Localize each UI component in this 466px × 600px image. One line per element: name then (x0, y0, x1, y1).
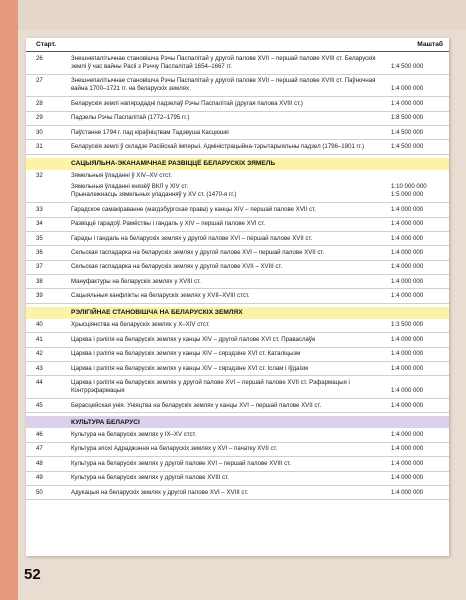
row-num: 37 (36, 263, 43, 271)
row-title: Хрысціянства на беларускіх землях у X–XIV стст. (71, 321, 210, 329)
row-title: Культура на беларускіх землях у другой палове XVIII ст. (71, 474, 229, 482)
table-row (26, 399, 449, 413)
row-num: 27 (36, 77, 43, 85)
map-index-table (26, 38, 449, 556)
row-scale: 1:4 500 000 (391, 142, 424, 150)
header-num: Старт. (36, 41, 57, 48)
table-row (26, 246, 449, 260)
row-title: Мануфактуры на беларускіх землях у XVIII ст. (71, 277, 201, 285)
row-num: 48 (36, 459, 43, 467)
row-scale: 1:4 000 000 (391, 263, 424, 271)
row-num: 38 (36, 277, 43, 285)
row-num: 43 (36, 364, 43, 372)
row-scale: 1:4 000 000 (391, 445, 424, 453)
row-title: Зямельныя ўладанні ў XIV–XV стст. (71, 172, 172, 180)
row-num: 41 (36, 335, 43, 343)
table-row (26, 472, 449, 486)
row-scale: 1:4 000 000 (391, 234, 424, 242)
table-row (26, 140, 449, 154)
row-title: Прыналежнасць зямельных уладанняў у XV ст. (1470-я гг.) (71, 191, 237, 199)
row-scale: 1:4 000 000 (391, 488, 424, 496)
row-title: Сельская гаспадарка на беларускіх землях у другой палове XVI – першай палове XVII ст. (71, 248, 325, 256)
row-scale: 1:5 000 000 (391, 191, 424, 199)
table-row (26, 232, 449, 246)
row-title: Гарады і гандаль на беларускіх землях у другой палове XVI – першай палове XVII ст. (71, 234, 313, 242)
row-title: Сацыяльныя канфлікты на беларускіх землях у XVII–XVIII стст. (71, 292, 250, 300)
row-num: 47 (36, 445, 43, 453)
row-num: 32 (36, 172, 43, 180)
row-title: Культура эпохі Адраджэння на беларускіх землях у XVI – пачатку XVII ст. (71, 445, 278, 453)
table-row (26, 52, 449, 75)
row-title: Культура на беларускіх землях у IX–XV стст. (71, 431, 197, 439)
row-num: 39 (36, 292, 43, 300)
row-num: 34 (36, 220, 43, 228)
row-num: 31 (36, 142, 43, 150)
row-title: Царква і рэлігія на беларускіх землях у канцы XIV – сярэдзіне XVI ст. Каталіцызм (71, 350, 301, 358)
table-row (26, 428, 449, 442)
section-heading-culture: КУЛЬТУРА БЕЛАРУСІ (26, 416, 449, 428)
row-title: Царква і рэлігія на беларускіх землях у канцы XIV – сярэдзіне XVI ст. Іслам і іўдаізм (71, 364, 308, 372)
table-header (26, 38, 449, 52)
row-num: 50 (36, 488, 43, 496)
table-subrow (26, 181, 449, 192)
row-num: 46 (36, 431, 43, 439)
top-strip (18, 0, 466, 30)
row-num: 44 (36, 379, 43, 387)
row-scale: 1:3 500 000 (391, 321, 424, 329)
row-scale: 1:4 000 000 (391, 205, 424, 213)
row-title: Царква і рэлігія на беларускіх землях у канцы XIV – другой палове XVI ст. Праваслаўе (71, 335, 316, 343)
row-num: 45 (36, 401, 43, 409)
row-num: 36 (36, 248, 43, 256)
row-scale: 1:4 000 000 (391, 474, 424, 482)
table-row (26, 457, 449, 471)
table-subrow (26, 191, 449, 203)
row-title: Беларускія землі напярэдадні падзелаў Рэчы Паспалітай (другая палова XVIII ст.) (71, 99, 303, 107)
row-scale: 1:10 000 000 (391, 183, 427, 191)
row-scale: 1:4 000 000 (391, 277, 424, 285)
table-row (26, 443, 449, 457)
row-num: 26 (36, 54, 43, 62)
row-title: Гарадское самакіраванне (магдэбургскае права) у канцы XIV – першай палове XVII ст. (71, 205, 316, 213)
row-title: Берасцейская унія. Уніяцтва на беларускіх землях у канцы XVI – першай палове XVII ст. (71, 401, 322, 409)
row-num: 35 (36, 234, 43, 242)
row-scale: 1:4 500 000 (391, 62, 424, 70)
row-title: Адукацыя на беларускіх землях у другой палове XVI – XVIII ст. (71, 488, 249, 496)
sidebar-strip (0, 0, 18, 600)
row-scale: 1:4 000 000 (391, 387, 424, 395)
row-title: Зямельныя ўладанні князёў ВКЛ у XIV ст. (71, 183, 189, 191)
table-row (26, 112, 449, 126)
row-title: Культура на беларускіх землях у другой палове XVI – першай палове XVIII ст. (71, 459, 291, 467)
row-scale: 1:4 000 000 (391, 335, 424, 343)
row-scale: 1:4 000 000 (391, 401, 424, 409)
row-title: Сельская гаспадарка на беларускіх землях у другой палове XVII – XVIII ст. (71, 263, 283, 271)
row-num: 33 (36, 205, 43, 213)
table-row (26, 486, 449, 500)
table-row (26, 218, 449, 232)
table-row (26, 75, 449, 98)
table-row (26, 275, 449, 289)
row-title: Падзелы Рэчы Паспалітай (1772–1795 гг.) (71, 114, 190, 122)
row-title: Знешнепалітычнае становішча Рэчы Паспалітай у другой палове XVII – першай палове XVIII ст. Беларускія землі ў час вайны Расіі з Рэччу Паспалітай 1654–1667 гг. (71, 54, 376, 70)
section-heading-religion: РЭЛІГІЙНАЕ СТАНОВІШЧА НА БЕЛАРУСКІХ ЗЕМЛЯХ (26, 307, 449, 319)
table-row (26, 170, 449, 181)
row-num: 40 (36, 321, 43, 329)
row-scale: 1:4 000 000 (391, 292, 424, 300)
row-scale: 1:4 000 000 (391, 85, 424, 93)
row-scale: 1:8 500 000 (391, 114, 424, 122)
row-num: 42 (36, 350, 43, 358)
table-row (26, 376, 449, 399)
row-title: Развіццё гарадоў. Рамёствы і гандаль у XIV – першай палове XVI ст. (71, 220, 266, 228)
header-scale: Маштаб (417, 41, 443, 48)
table-row (26, 97, 449, 111)
row-scale: 1:4 000 000 (391, 364, 424, 372)
row-scale: 1:4 000 000 (391, 459, 424, 467)
table-row (26, 261, 449, 275)
row-scale: 1:4 000 000 (391, 431, 424, 439)
table-row (26, 348, 449, 362)
table-row (26, 203, 449, 217)
table-row (26, 333, 449, 347)
row-num: 30 (36, 128, 43, 136)
row-scale: 1:4 000 000 (391, 99, 424, 107)
row-num: 28 (36, 99, 43, 107)
row-num: 29 (36, 114, 43, 122)
row-num: 49 (36, 474, 43, 482)
row-scale: 1:4 000 000 (391, 248, 424, 256)
section-heading-socioeconomic: САЦЫЯЛЬНА-ЭКАНАМІЧНАЕ РАЗВІЦЦЁ БЕЛАРУСКІХ ЗЯМЕЛЬ (26, 158, 449, 170)
row-scale: 1:4 000 000 (391, 350, 424, 358)
row-scale: 1:4 500 000 (391, 128, 424, 136)
row-title: Паўстанне 1794 г. пад кіраўніцтвам Тадэвуша Касцюшкі (71, 128, 229, 136)
row-title: Беларускія землі ў складзе Расійскай імперыі. Адміністрацыйна-тэрытарыяльны падзел (1796–1801 гг.) (71, 142, 364, 150)
table-row (26, 319, 449, 333)
row-title: Знешнепалітычнае становішча Рэчы Паспалітай у другой палове XVII – першай палове XVIII ст. Паўночная вайна 1700–1721 гг. на беларускіх землях (71, 77, 376, 93)
page-number: 52 (24, 566, 41, 583)
table-row (26, 289, 449, 303)
table-row (26, 126, 449, 140)
table-row (26, 362, 449, 376)
row-title: Царква і рэлігія на беларускіх землях у другой палове XVI – першай палове XVII ст. Рэфармацыя і Контррэфармацыя (71, 379, 350, 395)
row-scale: 1:4 000 000 (391, 220, 424, 228)
